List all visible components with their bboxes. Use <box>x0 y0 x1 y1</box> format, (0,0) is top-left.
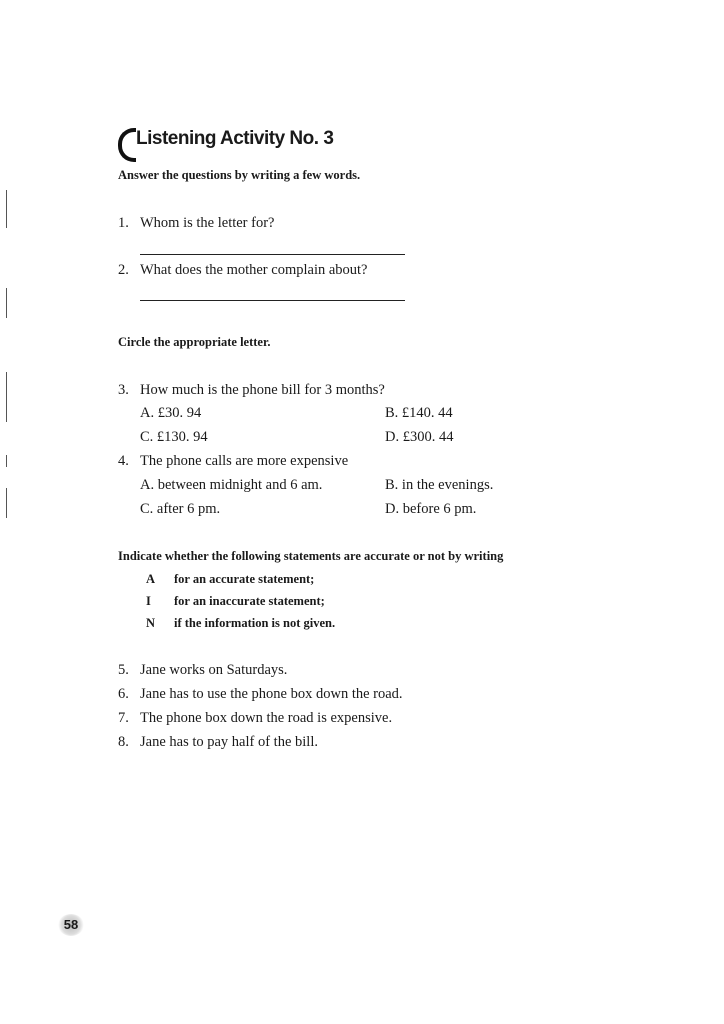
code-legend-i <box>146 594 325 609</box>
option-letter: D. <box>385 429 400 445</box>
statement-text: Jane has to pay half of the bill. <box>140 734 318 750</box>
scan-mark <box>6 372 7 422</box>
statement-5 <box>118 662 287 679</box>
statement-6 <box>118 686 403 703</box>
option-letter: D. <box>385 501 400 517</box>
option-text: after 6 pm. <box>156 501 221 517</box>
page-number: 58 <box>58 914 84 936</box>
statement-number: 8. <box>118 734 129 750</box>
section3-instruction: Indicate whether the following statements are accurate or not by writing <box>118 549 504 563</box>
question-text: Whom is the letter for? <box>140 215 275 231</box>
statement-7 <box>118 710 392 727</box>
section2-instruction: Circle the appropriate letter. <box>118 335 271 349</box>
statement-number: 6. <box>118 686 129 702</box>
option-4c[interactable] <box>140 501 220 518</box>
question-number: 1. <box>118 215 129 231</box>
statement-text: Jane works on Saturdays. <box>140 662 288 678</box>
statement-text: The phone box down the road is expensive. <box>140 710 393 726</box>
option-letter: C. <box>140 429 154 445</box>
option-letter: B. <box>385 405 399 421</box>
question-3 <box>118 382 385 399</box>
option-text: £30. 94 <box>157 405 202 421</box>
statement-number: 5. <box>118 662 129 678</box>
code-legend-n <box>146 616 335 631</box>
option-letter: C. <box>140 501 154 517</box>
scan-mark <box>6 488 7 518</box>
statement-number: 7. <box>118 710 129 726</box>
option-3a[interactable] <box>140 405 201 422</box>
question-text: How much is the phone bill for 3 months? <box>140 382 385 398</box>
code-meaning: for an accurate statement; <box>174 572 315 586</box>
section1-instruction: Answer the questions by writing a few words. <box>118 168 361 182</box>
option-text: between midnight and 6 am. <box>157 477 323 493</box>
question-1 <box>118 215 274 232</box>
code-meaning: if the information is not given. <box>174 616 336 630</box>
option-3d[interactable] <box>385 429 453 446</box>
answer-line-2[interactable] <box>140 300 405 301</box>
question-4 <box>118 453 348 470</box>
option-letter: A. <box>140 477 155 493</box>
bracket-decoration <box>118 128 136 162</box>
scan-mark <box>6 190 7 228</box>
question-text: What does the mother complain about? <box>140 262 368 278</box>
question-number: 4. <box>118 453 129 469</box>
question-text: The phone calls are more expensive <box>140 453 349 469</box>
statement-8 <box>118 734 318 751</box>
option-text: before 6 pm. <box>402 501 477 517</box>
option-4a[interactable] <box>140 477 322 494</box>
option-text: £140. 44 <box>401 405 453 421</box>
code-letter: A <box>146 572 156 586</box>
scan-mark <box>6 288 7 318</box>
option-letter: A. <box>140 405 155 421</box>
option-3b[interactable] <box>385 405 453 422</box>
code-meaning: for an inaccurate statement; <box>174 594 325 608</box>
question-2 <box>118 262 368 279</box>
option-text: in the evenings. <box>401 477 494 493</box>
option-4d[interactable] <box>385 501 476 518</box>
option-letter: B. <box>385 477 399 493</box>
code-letter: I <box>146 594 151 608</box>
option-text: £300. 44 <box>402 429 454 445</box>
option-text: £130. 94 <box>156 429 208 445</box>
question-number: 2. <box>118 262 129 278</box>
question-number: 3. <box>118 382 129 398</box>
option-4b[interactable] <box>385 477 493 494</box>
option-3c[interactable] <box>140 429 208 446</box>
scan-mark <box>6 455 7 467</box>
page-title: Listening Activity No. 3 <box>136 128 334 149</box>
answer-line-1[interactable] <box>140 254 405 255</box>
code-legend-a <box>146 572 314 587</box>
code-letter: N <box>146 616 156 630</box>
statement-text: Jane has to use the phone box down the road. <box>140 686 403 702</box>
